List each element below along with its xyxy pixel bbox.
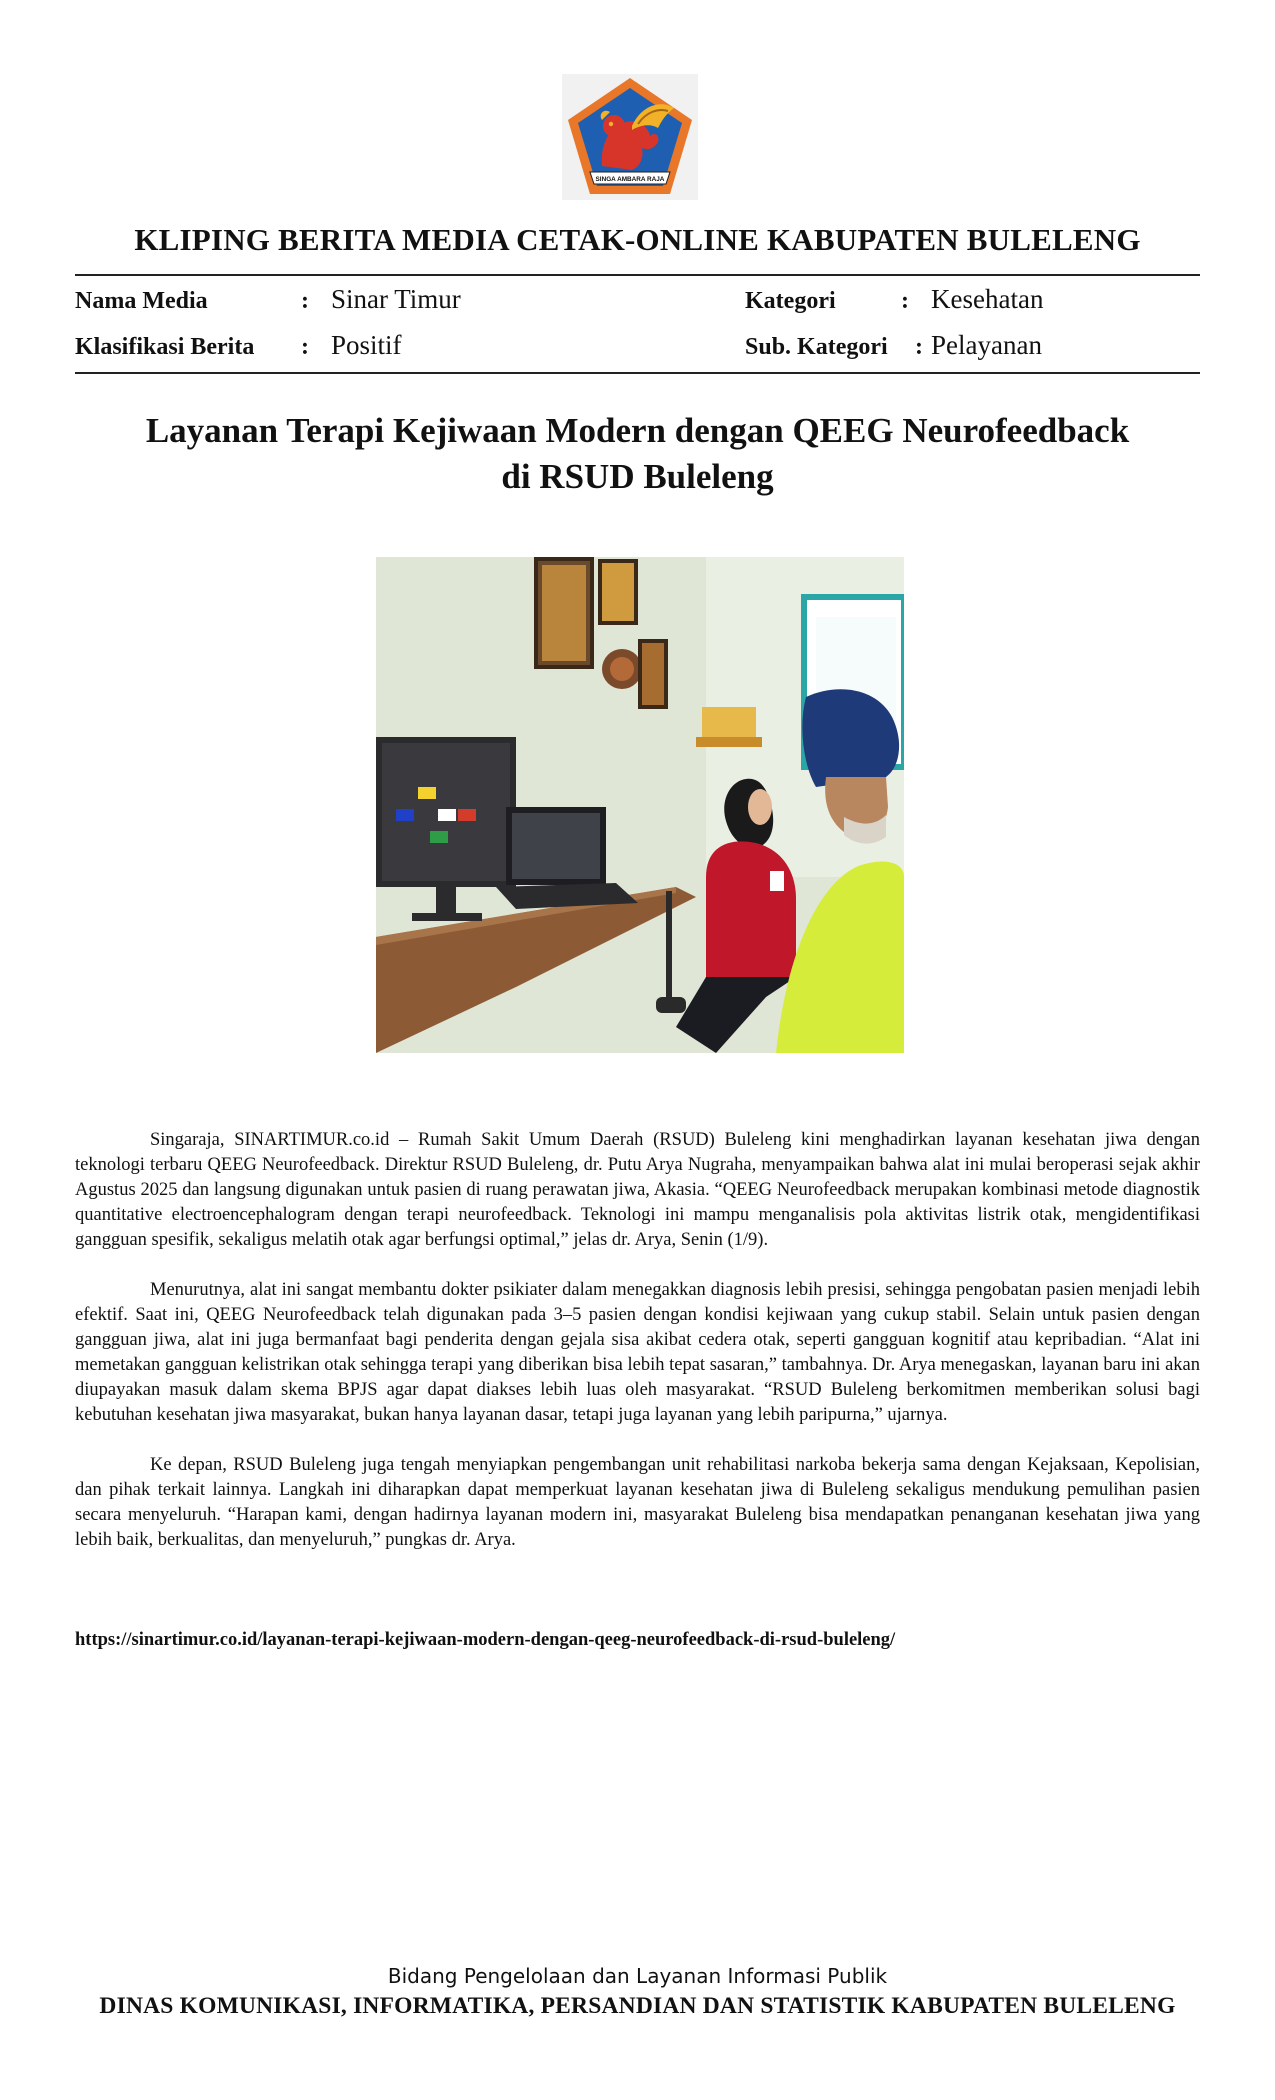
article-title — [75, 408, 1200, 500]
sub-kategori-value: Pelayanan — [931, 330, 1042, 360]
buleleng-crest-logo — [562, 74, 698, 200]
page-header-title: KLIPING BERITA MEDIA CETAK-ONLINE KABUPATEN BULELENG — [134, 222, 1141, 257]
sub-kategori-row — [745, 330, 1042, 362]
article-title-line-2: di RSUD Buleleng — [501, 457, 774, 496]
klasifikasi-colon: : — [301, 334, 309, 360]
media-colon: : — [301, 288, 309, 314]
source-url-link[interactable]: https://sinartimur.co.id/layanan-terapi-kejiwaan-modern-dengan-qeeg-neurofeedback-di-rsud-buleleng/ — [75, 1630, 896, 1650]
header-divider-bottom — [75, 372, 1200, 374]
footer-agency: DINAS KOMUNIKASI, INFORMATIKA, PERSANDIAN DAN STATISTIK KABUPATEN BULELENG — [99, 1993, 1176, 2019]
header-divider-top — [75, 274, 1200, 276]
media-row — [75, 284, 461, 316]
sub-kategori-colon: : — [915, 334, 923, 360]
article-paragraph-2: Menurutnya, alat ini sangat membantu dokter psikiater dalam menegakkan diagnosis lebih presisi, sehingga pengobatan pasien menjadi lebih efektif. Saat ini, QEEG Neurofeedback telah digunakan pada 3–5 pasien dengan kondisi kejiwaan yang cukup stabil. Selain untuk pasien dengan gangguan jiwa, alat ini juga bermanfaat bagi penderita dengan gejala sisa akibat cedera otak, seperti gangguan kognitif atau kepribadian. “Alat ini memetakan gangguan kelistrikan otak sehingga terapi yang diberikan bisa lebih tepat sasaran,” tambahnya. Dr. Arya menegaskan, layanan baru ini akan diupayakan masuk dalam skema BPJS agar dapat diakses lebih luas oleh masyarakat. “RSUD Buleleng berkomitmen memberikan solusi bagi kebutuhan kesehatan jiwa masyarakat, bukan hanya layanan dasar, tetapi juga layanan yang lebih paripurna,” ujarnya. — [75, 1280, 1200, 1425]
buleleng-lion-crest-icon — [562, 74, 698, 200]
kategori-colon: : — [901, 288, 909, 314]
media-label: Nama Media — [75, 288, 208, 314]
crest-motto: SINGA AMBARA RAJA — [595, 176, 665, 183]
kategori-row — [745, 284, 1043, 316]
news-photo-illustration — [376, 557, 904, 1053]
footer-division: Bidang Pengelolaan dan Layanan Informasi Publik — [387, 1964, 888, 1988]
kategori-value: Kesehatan — [931, 284, 1044, 314]
kategori-label: Kategori — [745, 288, 836, 314]
news-photo — [376, 557, 904, 1053]
article-title-line-1: Layanan Terapi Kejiwaan Modern dengan QEEG Neurofeedback — [145, 411, 1130, 450]
media-value: Sinar Timur — [331, 284, 461, 314]
article-paragraph-3: Ke depan, RSUD Buleleng juga tengah menyiapkan pengembangan unit rehabilitasi narkoba bekerja sama dengan Kejaksaan, Kepolisian, dan pihak terkait lainnya. Langkah ini diharapkan dapat memperkuat layanan kesehatan jiwa di Buleleng sekaligus mendukung pemulihan pasien secara menyeluruh. “Harapan kami, dengan hadirnya layanan modern ini, masyarakat Buleleng bisa mendapatkan penanganan kesehatan jiwa yang lebih baik, berkualitas, dan menyeluruh,” pungkas dr. Arya. — [75, 1455, 1200, 1550]
klasifikasi-value: Positif — [331, 330, 402, 360]
klasifikasi-label: Klasifikasi Berita — [75, 334, 255, 360]
article-body — [75, 1128, 1200, 1578]
article-paragraph-1: Singaraja, SINARTIMUR.co.id – Rumah Sakit Umum Daerah (RSUD) Buleleng kini menghadirkan layanan kesehatan jiwa dengan teknologi terbaru QEEG Neurofeedback. Direktur RSUD Buleleng, dr. Putu Arya Nugraha, menyampaikan bahwa alat ini mulai beroperasi sejak akhir Agustus 2025 dan langsung digunakan untuk pasien di ruang perawatan jiwa, Akasia. “QEEG Neurofeedback merupakan kombinasi metode diagnostik quantitative electroencephalogram dengan terapi neurofeedback. Teknologi ini mampu menganalisis pola aktivitas listrik otak, mengidentifikasi gangguan spesifik, sekaligus melatih otak agar berfungsi optimal,” jelas dr. Arya, Senin (1/9). — [75, 1130, 1200, 1250]
sub-kategori-label: Sub. Kategori — [745, 334, 888, 360]
klasifikasi-row — [75, 330, 402, 362]
